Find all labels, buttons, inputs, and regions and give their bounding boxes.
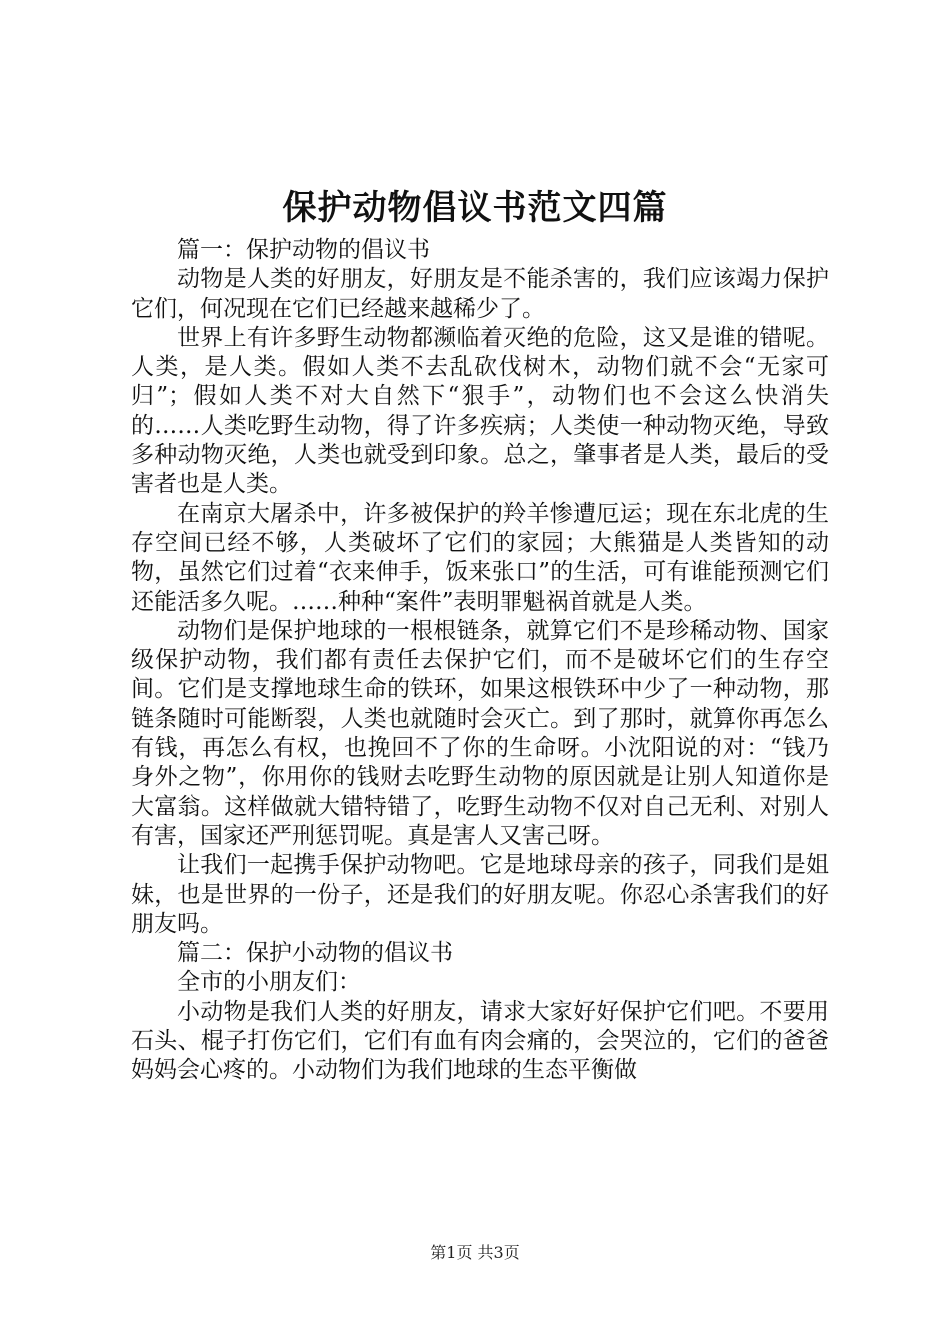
document-body: [131, 236, 829, 1086]
paragraph: 动物是人类的好朋友，好朋友是不能杀害的，我们应该竭力保护它们，何况现在它们已经越来越稀少了。: [131, 266, 829, 322]
salutation: 全市的小朋友们：: [177, 969, 361, 996]
page-number-footer: 第1页 共3页: [430, 1243, 520, 1262]
paragraph: 小动物是我们人类的好朋友，请求大家好好保护它们吧。不要用石头、棍子打伤它们，它们有血有肉会痛的，会哭泣的，它们的爸爸妈妈会心疼的。小动物们为我们地球的生态平衡做: [131, 998, 829, 1084]
paragraph: 在南京大屠杀中，许多被保护的羚羊惨遭厄运；现在东北虎的生存空间已经不够，人类破坏了它们的家园；大熊猫是人类皆知的动物，虽然它们过着“衣来伸手，饭来张口”的生活，可有谁能预测它们还能活多久呢。……种种“案件”表明罪魁祸首就是人类。: [131, 500, 829, 615]
paragraph: 让我们一起携手保护动物吧。它是地球母亲的孩子，同我们是姐妹，也是世界的一份子，还是我们的好朋友呢。你忍心杀害我们的好朋友吗。: [131, 852, 829, 937]
section-heading-1: 篇一：保护动物的倡议书: [177, 237, 430, 263]
section-heading-2: 篇二：保护小动物的倡议书: [177, 940, 453, 967]
paragraph: 世界上有许多野生动物都濒临着灭绝的危险，这又是谁的错呢。人类，是人类。假如人类不去乱砍伐树木，动物们就不会“无家可归”；假如人类不对大自然下“狠手”，动物们也不会这么快消失的……人类吃野生动物，得了许多疾病；人类使一种动物灭绝，导致多种动物灭绝，人类也就受到印象。总之，肇事者是人类，最后的受害者也是人类。: [131, 324, 829, 498]
document-title: 保护动物倡议书范文四篇: [282, 188, 668, 228]
paragraph: 动物们是保护地球的一根根链条，就算它们不是珍稀动物、国家级保护动物，我们都有责任去保护它们，而不是破坏它们的生存空间。它们是支撑地球生命的铁环，如果这根铁环中少了一种动物，那链条随时可能断裂，人类也就随时会灭亡。到了那时，就算你再怎么有钱，再怎么有权，也挽回不了你的生命呀。小沈阳说的对：“钱乃身外之物”，你用你的钱财去吃野生动物的原因就是让别人知道你是大富翁。这样做就大错特错了，吃野生动物不仅对自己无利、对别人有害，国家还严刑惩罚呢。真是害人又害己呀。: [131, 617, 829, 849]
